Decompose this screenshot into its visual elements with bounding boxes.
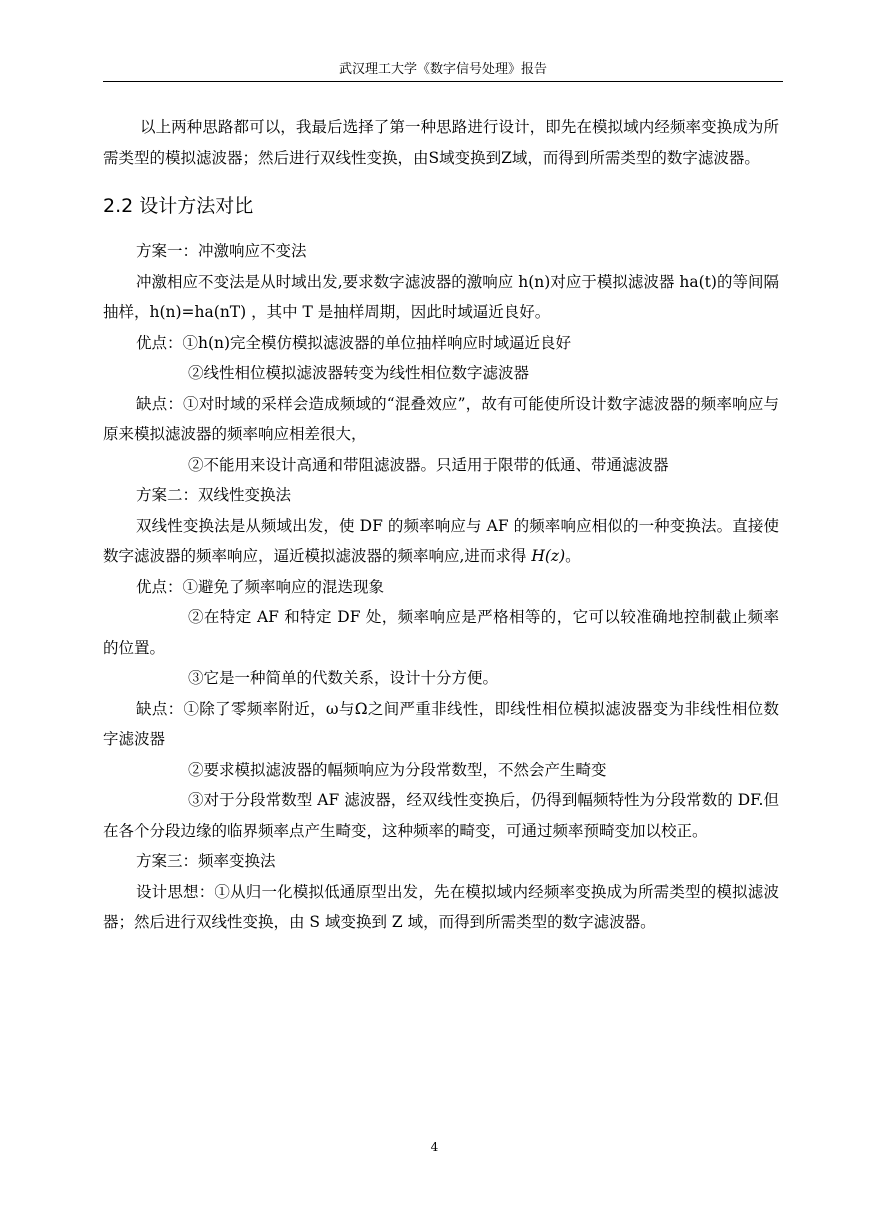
scheme1-description: 冲激相应不变法是从时域出发,要求数字滤波器的激响应 h(n)对应于模拟滤波器 ha(t)的等间隔抽样，h(n)=ha(nT) ，其中 T 是抽样周期，因此时域逼近良好。 <box>103 272 779 321</box>
transfer-function-symbol: H(z) <box>531 547 566 565</box>
scheme2-title: 方案二：双线性变换法 <box>136 486 292 504</box>
scheme2-description-text: 双线性变换法是从频域出发，使 DF 的频率响应与 AF 的频率响应相似的一种变换法。直接使数字滤波器的频率响应，逼近模拟滤波器的频率响应,进而求得 <box>103 516 779 565</box>
scheme2-pro-1: 优点：①避免了频率响应的混迭现象 <box>136 577 385 596</box>
scheme1-con-2: ②不能用来设计高通和带阻滤波器。只适用于限带的低通、带通滤波器 <box>188 455 669 474</box>
page-header: 武汉理工大学《数字信号处理》报告 <box>338 62 547 77</box>
scheme2-pro-2: ②在特定 AF 和特定 DF 处，频率响应是严格相等的，它可以较准确地控制截止频率的位置。 <box>103 608 779 657</box>
section-heading: 2.2 设计方法对比 <box>103 195 254 217</box>
scheme2-con-1: 缺点：①除了零频率附近，ω与Ω之间严重非线性，即线性相位模拟滤波器变为非线性相位数字滤波器 <box>103 699 779 748</box>
intro-paragraph: 以上两种思路都可以，我最后选择了第一种思路进行设计，即先在模拟域内经频率变换成为所需类型的模拟滤波器；然后进行双线性变换，由S域变换到Z域，而得到所需类型的数字滤波器。 <box>103 118 779 167</box>
scheme3-title: 方案三：频率变换法 <box>136 852 276 870</box>
scheme2-pro-3: ③它是一种简单的代数关系，设计十分方便。 <box>188 669 499 687</box>
header-rule <box>103 81 783 82</box>
scheme3-description: 设计思想：①从归一化模拟低通原型出发，先在模拟域内经频率变换成为所需类型的模拟滤波器；然后进行双线性变换，由 S 域变换到 Z 域，而得到所需类型的数字滤波器。 <box>103 882 779 931</box>
scheme1-con-1: 缺点：①对时域的采样会造成频域的“混叠效应”，故有可能使所设计数字滤波器的频率响应与原来模拟滤波器的频率响应相差很大， <box>103 394 779 443</box>
scheme2-con-3: ③对于分段常数型 AF 滤波器，经双线性变换后，仍得到幅频特性为分段常数的 DF.但在各个分段边缘的临界频率点产生畸变，这种频率的畸变，可通过频率预畸变加以校正。 <box>103 791 779 840</box>
scheme1-pro-2: ②线性相位模拟滤波器转变为线性相位数字滤波器 <box>188 364 530 382</box>
scheme2-description <box>103 511 779 572</box>
page-content <box>103 112 779 938</box>
page-number: 4 <box>430 1140 439 1154</box>
scheme1-title: 方案一：冲激响应不变法 <box>136 242 307 260</box>
scheme1-pro-1: 优点：①h(n)完全模仿模拟滤波器的单位抽样响应时域逼近良好 <box>136 333 572 352</box>
scheme2-description-end: 。 <box>565 547 581 565</box>
scheme2-con-2: ②要求模拟滤波器的幅频响应为分段常数型，不然会产生畸变 <box>188 760 607 779</box>
